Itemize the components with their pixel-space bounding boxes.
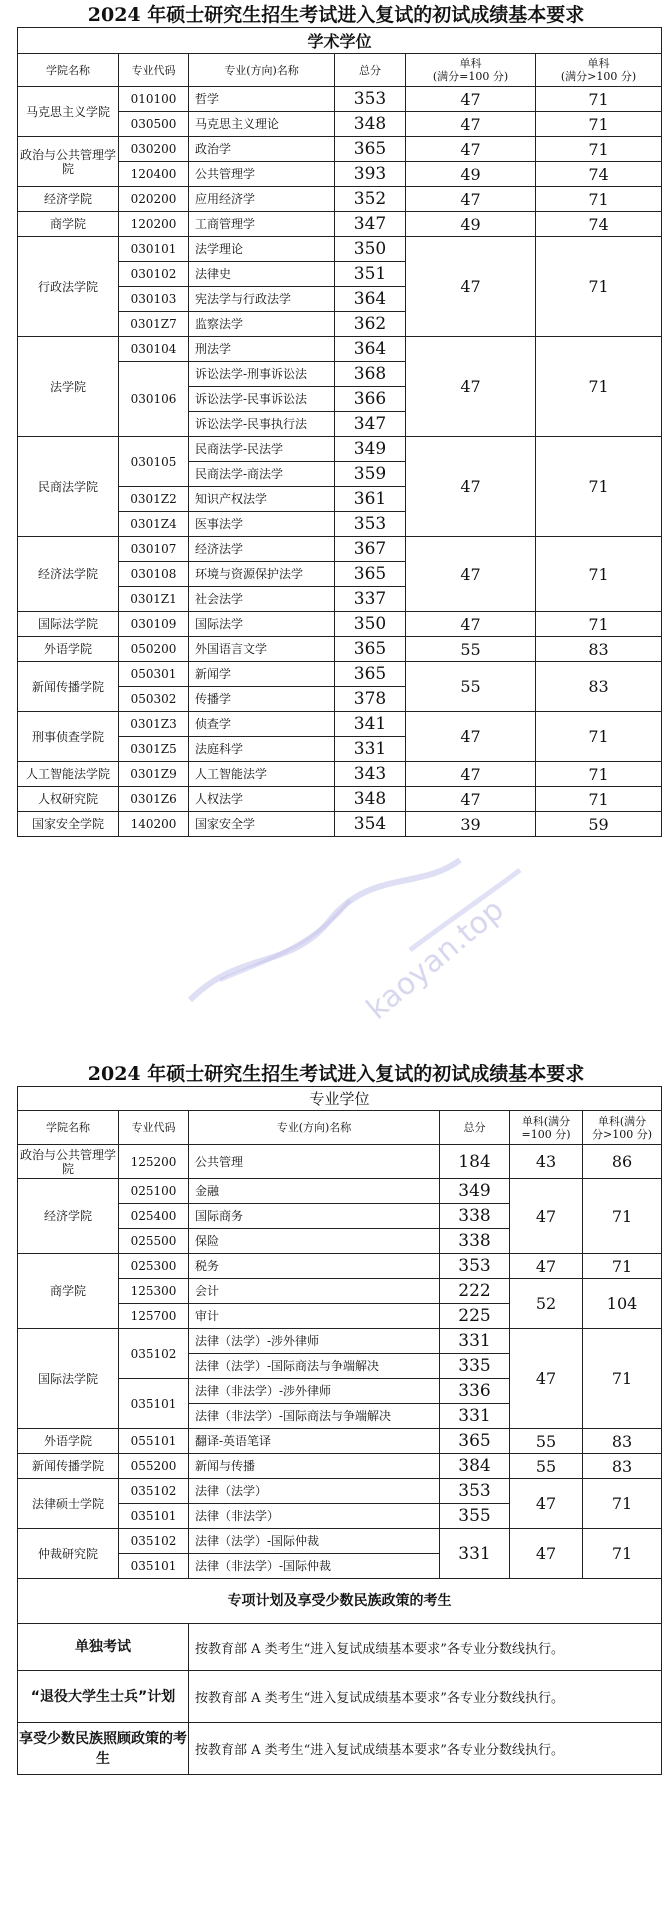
single-over100-cell: 71 xyxy=(536,137,662,162)
major-cell: 法律（非法学）-涉外律师 xyxy=(189,1379,440,1404)
code-cell: 140200 xyxy=(119,812,189,837)
code-cell: 050301 xyxy=(119,662,189,687)
total-cell: 331 xyxy=(440,1529,510,1579)
major-cell: 国际法学 xyxy=(189,612,335,637)
code-cell: 030103 xyxy=(119,287,189,312)
single-100-cell: 47 xyxy=(510,1529,583,1579)
code-cell: 0301Z4 xyxy=(119,512,189,537)
major-cell: 法律（非法学）-国际商法与争端解决 xyxy=(189,1404,440,1429)
college-cell: 国家安全学院 xyxy=(18,812,119,837)
major-cell: 人权法学 xyxy=(189,787,335,812)
total-cell: 349 xyxy=(335,437,406,462)
single-100-cell: 47 xyxy=(406,87,536,112)
total-cell: 365 xyxy=(335,562,406,587)
single-over100-cell: 83 xyxy=(583,1454,662,1479)
single-over100-cell: 71 xyxy=(536,237,662,337)
major-cell: 法律（法学）-国际商法与争端解决 xyxy=(189,1354,440,1379)
total-cell: 353 xyxy=(335,87,406,112)
single-100-cell: 47 xyxy=(406,337,536,437)
total-cell: 335 xyxy=(440,1354,510,1379)
total-cell: 355 xyxy=(440,1504,510,1529)
single-over100-cell: 71 xyxy=(583,1179,662,1254)
major-cell: 民商法学-商法学 xyxy=(189,462,335,487)
major-cell: 新闻与传播 xyxy=(189,1454,440,1479)
single-100-cell: 47 xyxy=(406,137,536,162)
single-over100-cell: 104 xyxy=(583,1279,662,1329)
college-cell: 法律硕士学院 xyxy=(18,1479,119,1529)
major-cell: 法律（非法学）-国际仲裁 xyxy=(189,1554,440,1579)
code-cell: 035101 xyxy=(119,1504,189,1529)
code-cell: 010100 xyxy=(119,87,189,112)
college-cell: 新闻传播学院 xyxy=(18,1454,119,1479)
major-cell: 传播学 xyxy=(189,687,335,712)
total-cell: 349 xyxy=(440,1179,510,1204)
total-cell: 341 xyxy=(335,712,406,737)
header-single-over100: 单科 (满分>100 分) xyxy=(536,54,662,87)
single-100-cell: 47 xyxy=(406,787,536,812)
header-code: 专业代码 xyxy=(119,54,189,87)
total-cell: 365 xyxy=(335,137,406,162)
code-cell: 030108 xyxy=(119,562,189,587)
code-cell: 030500 xyxy=(119,112,189,137)
college-cell: 政治与公共管理学院 xyxy=(18,1145,119,1179)
single-100-cell: 55 xyxy=(406,662,536,712)
major-cell: 法学理论 xyxy=(189,237,335,262)
college-cell: 经济学院 xyxy=(18,187,119,212)
total-cell: 348 xyxy=(335,787,406,812)
code-cell: 120200 xyxy=(119,212,189,237)
major-cell: 公共管理 xyxy=(189,1145,440,1179)
special-label: “退役大学生士兵”计划 xyxy=(18,1671,189,1723)
code-cell: 035102 xyxy=(119,1479,189,1504)
total-cell: 348 xyxy=(335,112,406,137)
college-cell: 外语学院 xyxy=(18,637,119,662)
major-cell: 环境与资源保护法学 xyxy=(189,562,335,587)
single-over100-cell: 59 xyxy=(536,812,662,837)
code-cell: 025100 xyxy=(119,1179,189,1204)
code-cell: 0301Z9 xyxy=(119,762,189,787)
major-cell: 侦查学 xyxy=(189,712,335,737)
header-single-over100: 单科(满分 分>100 分) xyxy=(583,1111,662,1145)
major-cell: 外国语言文学 xyxy=(189,637,335,662)
major-cell: 保险 xyxy=(189,1229,440,1254)
single-100-cell: 39 xyxy=(406,812,536,837)
major-cell: 国家安全学 xyxy=(189,812,335,837)
single-over100-cell: 71 xyxy=(536,787,662,812)
total-cell: 364 xyxy=(335,287,406,312)
total-cell: 366 xyxy=(335,387,406,412)
total-cell: 378 xyxy=(335,687,406,712)
college-cell: 行政法学院 xyxy=(18,237,119,337)
code-cell: 020200 xyxy=(119,187,189,212)
total-cell: 384 xyxy=(440,1454,510,1479)
major-cell: 审计 xyxy=(189,1304,440,1329)
single-over100-cell: 71 xyxy=(536,762,662,787)
single-100-cell: 43 xyxy=(510,1145,583,1179)
code-cell: 025400 xyxy=(119,1204,189,1229)
code-cell: 035102 xyxy=(119,1329,189,1379)
special-label: 单独考试 xyxy=(18,1624,189,1671)
single-over100-cell: 71 xyxy=(536,537,662,612)
single-over100-cell: 71 xyxy=(536,87,662,112)
single-over100-cell: 71 xyxy=(583,1254,662,1279)
single-100-cell: 47 xyxy=(406,187,536,212)
major-cell: 宪法学与行政法学 xyxy=(189,287,335,312)
single-over100-cell: 71 xyxy=(583,1529,662,1579)
single-100-cell: 47 xyxy=(406,237,536,337)
major-cell: 马克思主义理论 xyxy=(189,112,335,137)
special-text: 按教育部 A 类考生“进入复试成绩基本要求”各专业分数线执行。 xyxy=(189,1624,662,1671)
code-cell: 030105 xyxy=(119,437,189,487)
total-cell: 347 xyxy=(335,212,406,237)
code-cell: 055101 xyxy=(119,1429,189,1454)
college-cell: 经济法学院 xyxy=(18,537,119,612)
college-cell: 仲裁研究院 xyxy=(18,1529,119,1579)
academic-title: 2024 年硕士研究生招生考试进入复试的初试成绩基本要求 xyxy=(87,4,585,26)
total-cell: 352 xyxy=(335,187,406,212)
single-100-cell: 52 xyxy=(510,1279,583,1329)
code-cell: 125700 xyxy=(119,1304,189,1329)
total-cell: 361 xyxy=(335,487,406,512)
code-cell: 050200 xyxy=(119,637,189,662)
total-cell: 338 xyxy=(440,1229,510,1254)
single-over100-cell: 83 xyxy=(583,1429,662,1454)
total-cell: 337 xyxy=(335,587,406,612)
major-cell: 刑法学 xyxy=(189,337,335,362)
code-cell: 030102 xyxy=(119,262,189,287)
single-100-cell: 47 xyxy=(406,437,536,537)
major-cell: 民商法学-民法学 xyxy=(189,437,335,462)
code-cell: 125200 xyxy=(119,1145,189,1179)
code-cell: 030200 xyxy=(119,137,189,162)
major-cell: 法律（法学）-国际仲裁 xyxy=(189,1529,440,1554)
college-cell: 商学院 xyxy=(18,1254,119,1329)
total-cell: 354 xyxy=(335,812,406,837)
single-over100-cell: 83 xyxy=(536,637,662,662)
single-100-cell: 47 xyxy=(406,712,536,762)
single-100-cell: 47 xyxy=(510,1329,583,1429)
major-cell: 国际商务 xyxy=(189,1204,440,1229)
code-cell: 0301Z7 xyxy=(119,312,189,337)
total-cell: 351 xyxy=(335,262,406,287)
single-100-cell: 55 xyxy=(406,637,536,662)
total-cell: 365 xyxy=(440,1429,510,1454)
single-100-cell: 47 xyxy=(406,537,536,612)
total-cell: 225 xyxy=(440,1304,510,1329)
major-cell: 知识产权法学 xyxy=(189,487,335,512)
total-cell: 364 xyxy=(335,337,406,362)
total-cell: 222 xyxy=(440,1279,510,1304)
major-cell: 法律（法学） xyxy=(189,1479,440,1504)
single-100-cell: 47 xyxy=(406,612,536,637)
single-100-cell: 47 xyxy=(510,1254,583,1279)
college-cell: 商学院 xyxy=(18,212,119,237)
header-single-100: 单科 (满分=100 分) xyxy=(406,54,536,87)
major-cell: 诉讼法学-刑事诉讼法 xyxy=(189,362,335,387)
single-over100-cell: 74 xyxy=(536,212,662,237)
single-over100-cell: 86 xyxy=(583,1145,662,1179)
total-cell: 365 xyxy=(335,637,406,662)
single-100-cell: 55 xyxy=(510,1454,583,1479)
code-cell: 030106 xyxy=(119,362,189,437)
code-cell: 0301Z2 xyxy=(119,487,189,512)
code-cell: 125300 xyxy=(119,1279,189,1304)
code-cell: 0301Z5 xyxy=(119,737,189,762)
total-cell: 347 xyxy=(335,412,406,437)
code-cell: 025300 xyxy=(119,1254,189,1279)
major-cell: 翻译-英语笔译 xyxy=(189,1429,440,1454)
total-cell: 331 xyxy=(440,1404,510,1429)
code-cell: 025500 xyxy=(119,1229,189,1254)
academic-band: 学术学位 xyxy=(18,28,662,54)
code-cell: 055200 xyxy=(119,1454,189,1479)
major-cell: 诉讼法学-民事诉讼法 xyxy=(189,387,335,412)
college-cell: 马克思主义学院 xyxy=(18,87,119,137)
total-cell: 362 xyxy=(335,312,406,337)
total-cell: 368 xyxy=(335,362,406,387)
college-cell: 国际法学院 xyxy=(18,1329,119,1429)
college-cell: 政治与公共管理学院 xyxy=(18,137,119,187)
single-100-cell: 55 xyxy=(510,1429,583,1454)
major-cell: 诉讼法学-民事执行法 xyxy=(189,412,335,437)
professional-band: 专业学位 xyxy=(18,1087,662,1111)
code-cell: 030107 xyxy=(119,537,189,562)
code-cell: 120400 xyxy=(119,162,189,187)
total-cell: 343 xyxy=(335,762,406,787)
single-over100-cell: 71 xyxy=(536,712,662,762)
header-total: 总分 xyxy=(440,1111,510,1145)
total-cell: 353 xyxy=(335,512,406,537)
major-cell: 政治学 xyxy=(189,137,335,162)
code-cell: 030101 xyxy=(119,237,189,262)
major-cell: 工商管理学 xyxy=(189,212,335,237)
header-total: 总分 xyxy=(335,54,406,87)
total-cell: 350 xyxy=(335,612,406,637)
college-cell: 外语学院 xyxy=(18,1429,119,1454)
total-cell: 367 xyxy=(335,537,406,562)
header-major: 专业(方向)名称 xyxy=(189,1111,440,1145)
code-cell: 030104 xyxy=(119,337,189,362)
professional-title: 2024 年硕士研究生招生考试进入复试的初试成绩基本要求 xyxy=(87,1063,585,1085)
major-cell: 公共管理学 xyxy=(189,162,335,187)
major-cell: 法律（法学）-涉外律师 xyxy=(189,1329,440,1354)
single-over100-cell: 71 xyxy=(536,437,662,537)
special-label: 享受少数民族照顾政策的考生 xyxy=(18,1723,189,1775)
single-over100-cell: 71 xyxy=(536,612,662,637)
college-cell: 法学院 xyxy=(18,337,119,437)
code-cell: 035102 xyxy=(119,1529,189,1554)
total-cell: 353 xyxy=(440,1254,510,1279)
header-college: 学院名称 xyxy=(18,54,119,87)
code-cell: 035101 xyxy=(119,1554,189,1579)
major-cell: 法律史 xyxy=(189,262,335,287)
major-cell: 新闻学 xyxy=(189,662,335,687)
header-college: 学院名称 xyxy=(18,1111,119,1145)
special-text: 按教育部 A 类考生“进入复试成绩基本要求”各专业分数线执行。 xyxy=(189,1671,662,1723)
header-major: 专业(方向)名称 xyxy=(189,54,335,87)
major-cell: 法律（非法学） xyxy=(189,1504,440,1529)
single-100-cell: 47 xyxy=(510,1479,583,1529)
major-cell: 医事法学 xyxy=(189,512,335,537)
college-cell: 国际法学院 xyxy=(18,612,119,637)
total-cell: 359 xyxy=(335,462,406,487)
single-over100-cell: 83 xyxy=(536,662,662,712)
college-cell: 新闻传播学院 xyxy=(18,662,119,712)
total-cell: 353 xyxy=(440,1479,510,1504)
college-cell: 人权研究院 xyxy=(18,787,119,812)
special-heading: 专项计划及享受少数民族政策的考生 xyxy=(18,1579,662,1624)
total-cell: 350 xyxy=(335,237,406,262)
single-over100-cell: 71 xyxy=(536,187,662,212)
header-single-100: 单科(满分 =100 分) xyxy=(510,1111,583,1145)
total-cell: 336 xyxy=(440,1379,510,1404)
major-cell: 经济法学 xyxy=(189,537,335,562)
college-cell: 民商法学院 xyxy=(18,437,119,537)
total-cell: 338 xyxy=(440,1204,510,1229)
total-cell: 331 xyxy=(335,737,406,762)
header-code: 专业代码 xyxy=(119,1111,189,1145)
single-100-cell: 47 xyxy=(406,112,536,137)
single-over100-cell: 71 xyxy=(536,337,662,437)
total-cell: 365 xyxy=(335,662,406,687)
major-cell: 哲学 xyxy=(189,87,335,112)
single-over100-cell: 74 xyxy=(536,162,662,187)
watermark: kaoyan.top xyxy=(360,892,511,1027)
single-over100-cell: 71 xyxy=(583,1329,662,1429)
single-over100-cell: 71 xyxy=(583,1479,662,1529)
major-cell: 法庭科学 xyxy=(189,737,335,762)
single-100-cell: 49 xyxy=(406,162,536,187)
single-100-cell: 47 xyxy=(406,762,536,787)
total-cell: 184 xyxy=(440,1145,510,1179)
major-cell: 税务 xyxy=(189,1254,440,1279)
code-cell: 0301Z3 xyxy=(119,712,189,737)
college-cell: 人工智能法学院 xyxy=(18,762,119,787)
code-cell: 0301Z1 xyxy=(119,587,189,612)
academic-table xyxy=(17,27,662,837)
single-100-cell: 47 xyxy=(510,1179,583,1254)
special-text: 按教育部 A 类考生“进入复试成绩基本要求”各专业分数线执行。 xyxy=(189,1723,662,1775)
total-cell: 331 xyxy=(440,1329,510,1354)
code-cell: 030109 xyxy=(119,612,189,637)
watermark-brush-mark xyxy=(180,830,560,1020)
college-cell: 经济学院 xyxy=(18,1179,119,1254)
code-cell: 050302 xyxy=(119,687,189,712)
single-100-cell: 49 xyxy=(406,212,536,237)
code-cell: 0301Z6 xyxy=(119,787,189,812)
major-cell: 人工智能法学 xyxy=(189,762,335,787)
major-cell: 监察法学 xyxy=(189,312,335,337)
major-cell: 社会法学 xyxy=(189,587,335,612)
professional-table xyxy=(17,1086,662,1775)
college-cell: 刑事侦查学院 xyxy=(18,712,119,762)
code-cell: 035101 xyxy=(119,1379,189,1429)
major-cell: 会计 xyxy=(189,1279,440,1304)
single-over100-cell: 71 xyxy=(536,112,662,137)
major-cell: 金融 xyxy=(189,1179,440,1204)
total-cell: 393 xyxy=(335,162,406,187)
major-cell: 应用经济学 xyxy=(189,187,335,212)
